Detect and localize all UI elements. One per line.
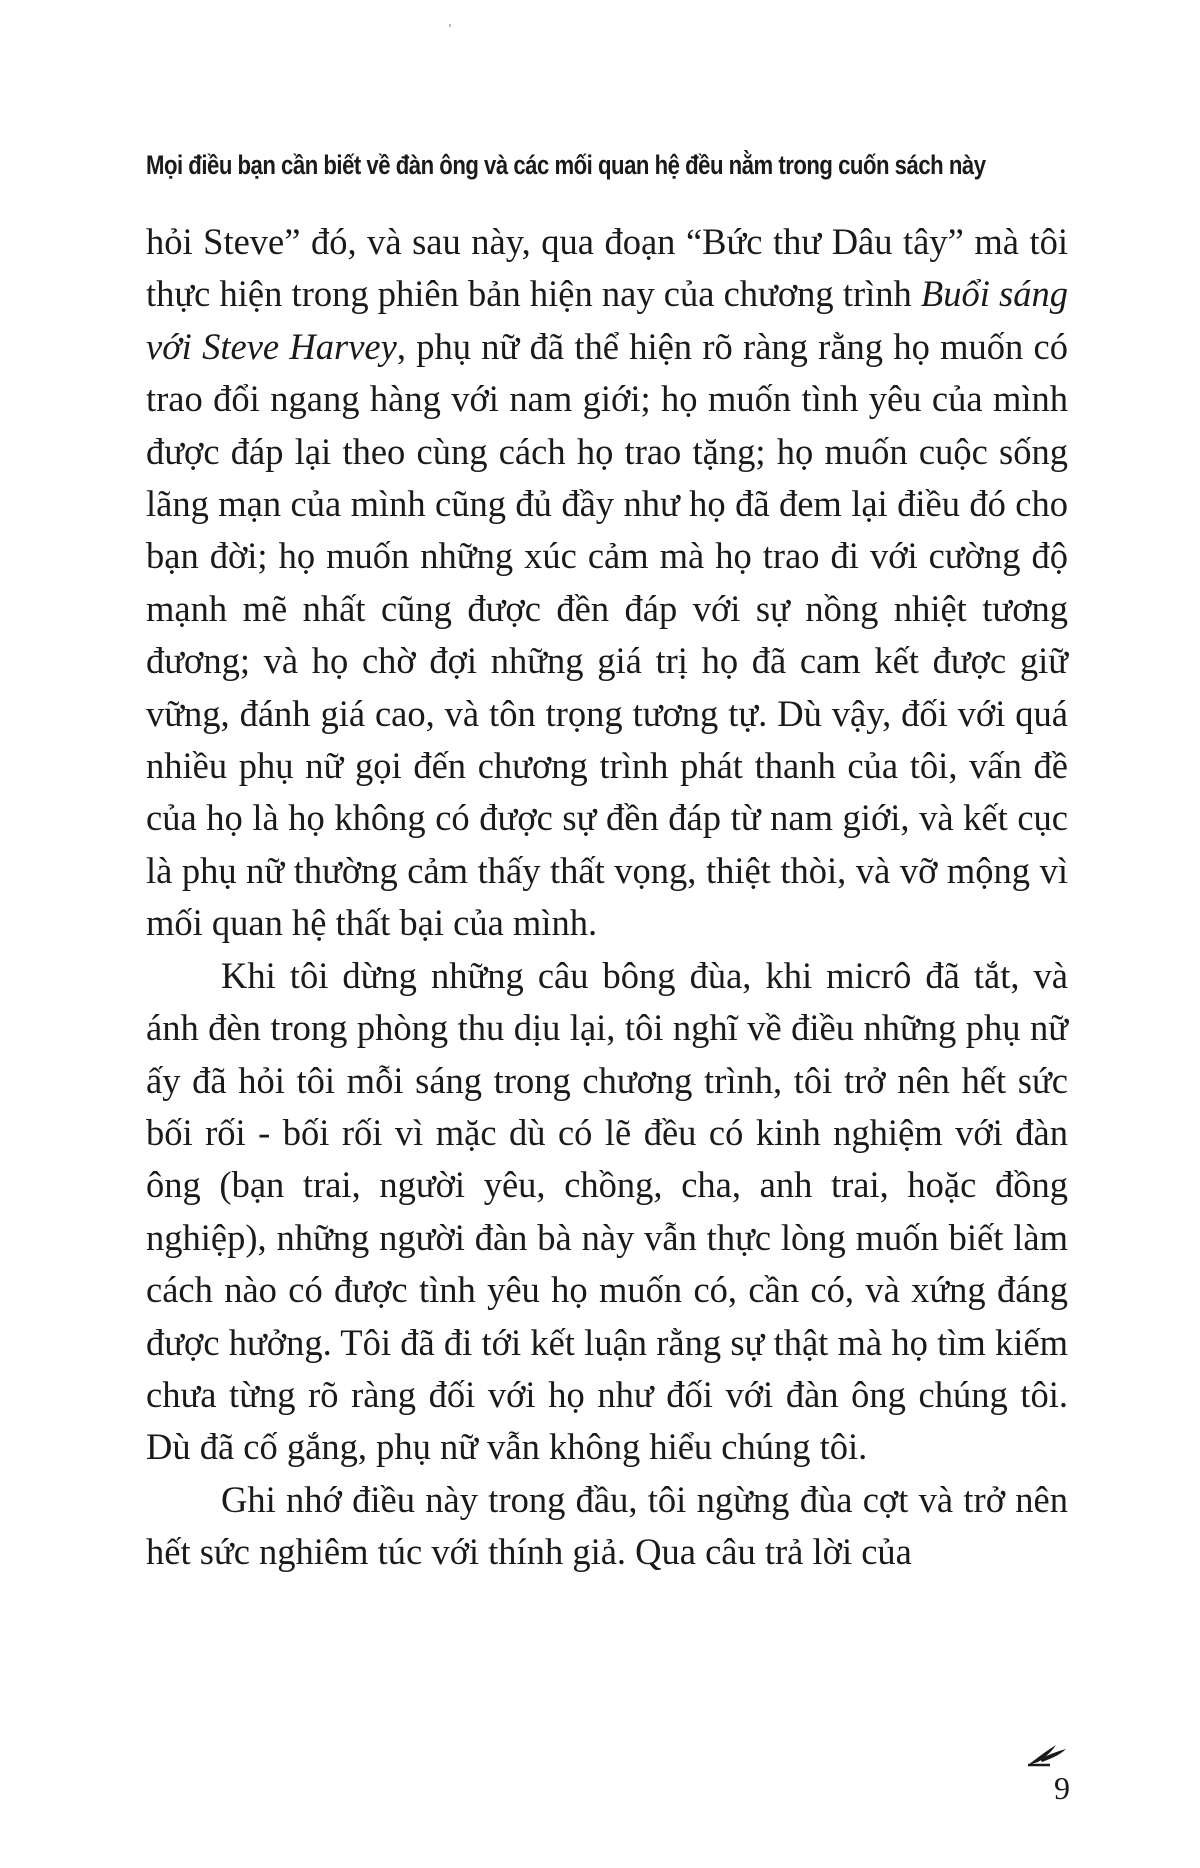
paragraph-1-part-b: , phụ nữ đã thể hiện rõ ràng rằng họ muốn có trao đổi ngang hàng với nam giới; họ muốn tình yêu của mình được đáp lại theo cùng cách họ trao tặng; họ muốn cuộc sống lãng mạn của mình cũng đủ đầy như họ đã đem lại điều đó cho bạn đời; họ muốn những xúc cảm mà họ trao đi với cường độ mạnh mẽ nhất cũng được đền đáp với sự nồng nhiệt tương đương; và họ chờ đợi những giá trị họ đã cam kết được giữ vững, đánh giá cao, và tôn trọng tương tự. Dù vậy, đối với quá nhiều phụ nữ gọi đến chương trình phát thanh của tôi, vấn đề của họ là họ không có được sự đền đáp từ nam giới, và kết cục là phụ nữ thường cảm thấy thất vọng, thiệt thòi, và vỡ mộng vì mối quan hệ thất bại của mình.: [146, 325, 1068, 944]
paragraph-2: Khi tôi dừng những câu bông đùa, khi micrô đã tắt, và ánh đèn trong phòng thu dịu lại, tôi nghĩ về điều những phụ nữ ấy đã hỏi tôi mỗi sáng trong chương trình, tôi trở nên hết sức bối rối - bối rối vì mặc dù có lẽ đều có kinh nghiệm với đàn ông (bạn trai, người yêu, chồng, cha, anh trai, hoặc đồng nghiệp), những người đàn bà này vẫn thực lòng muốn biết làm cách nào có được tình yêu họ muốn có, cần có, và xứng đáng được hưởng. Tôi đã đi tới kết luận rằng sự thật mà họ tìm kiếm chưa từng rõ ràng đối với họ như đối với đàn ông chúng tôi. Dù đã cố gắng, phụ nữ vẫn không hiểu chúng tôi.: [146, 954, 1068, 1468]
quill-icon: [1026, 1741, 1068, 1767]
body-text: [146, 216, 1068, 1579]
running-head: Mọi điều bạn cần biết về đàn ông và các mối quan hệ đều nằm trong cuốn sách này: [146, 150, 986, 180]
paragraph-1: [146, 216, 1068, 950]
show-title: Buổi sáng với Steve Harvey: [146, 273, 1068, 367]
page-number: 9: [1054, 1770, 1070, 1806]
scan-mark: [449, 24, 451, 27]
paragraph-3: Ghi nhớ điều này trong đầu, tôi ngừng đùa cợt và trở nên hết sức nghiêm túc với thính giả. Qua câu trả lời của: [146, 1478, 1068, 1573]
paragraph-1-part-a: hỏi Steve” đó, và sau này, qua đoạn “Bức thư Dâu tây” mà tôi thực hiện trong phiên bản hiện nay của chương trình: [146, 221, 1068, 315]
